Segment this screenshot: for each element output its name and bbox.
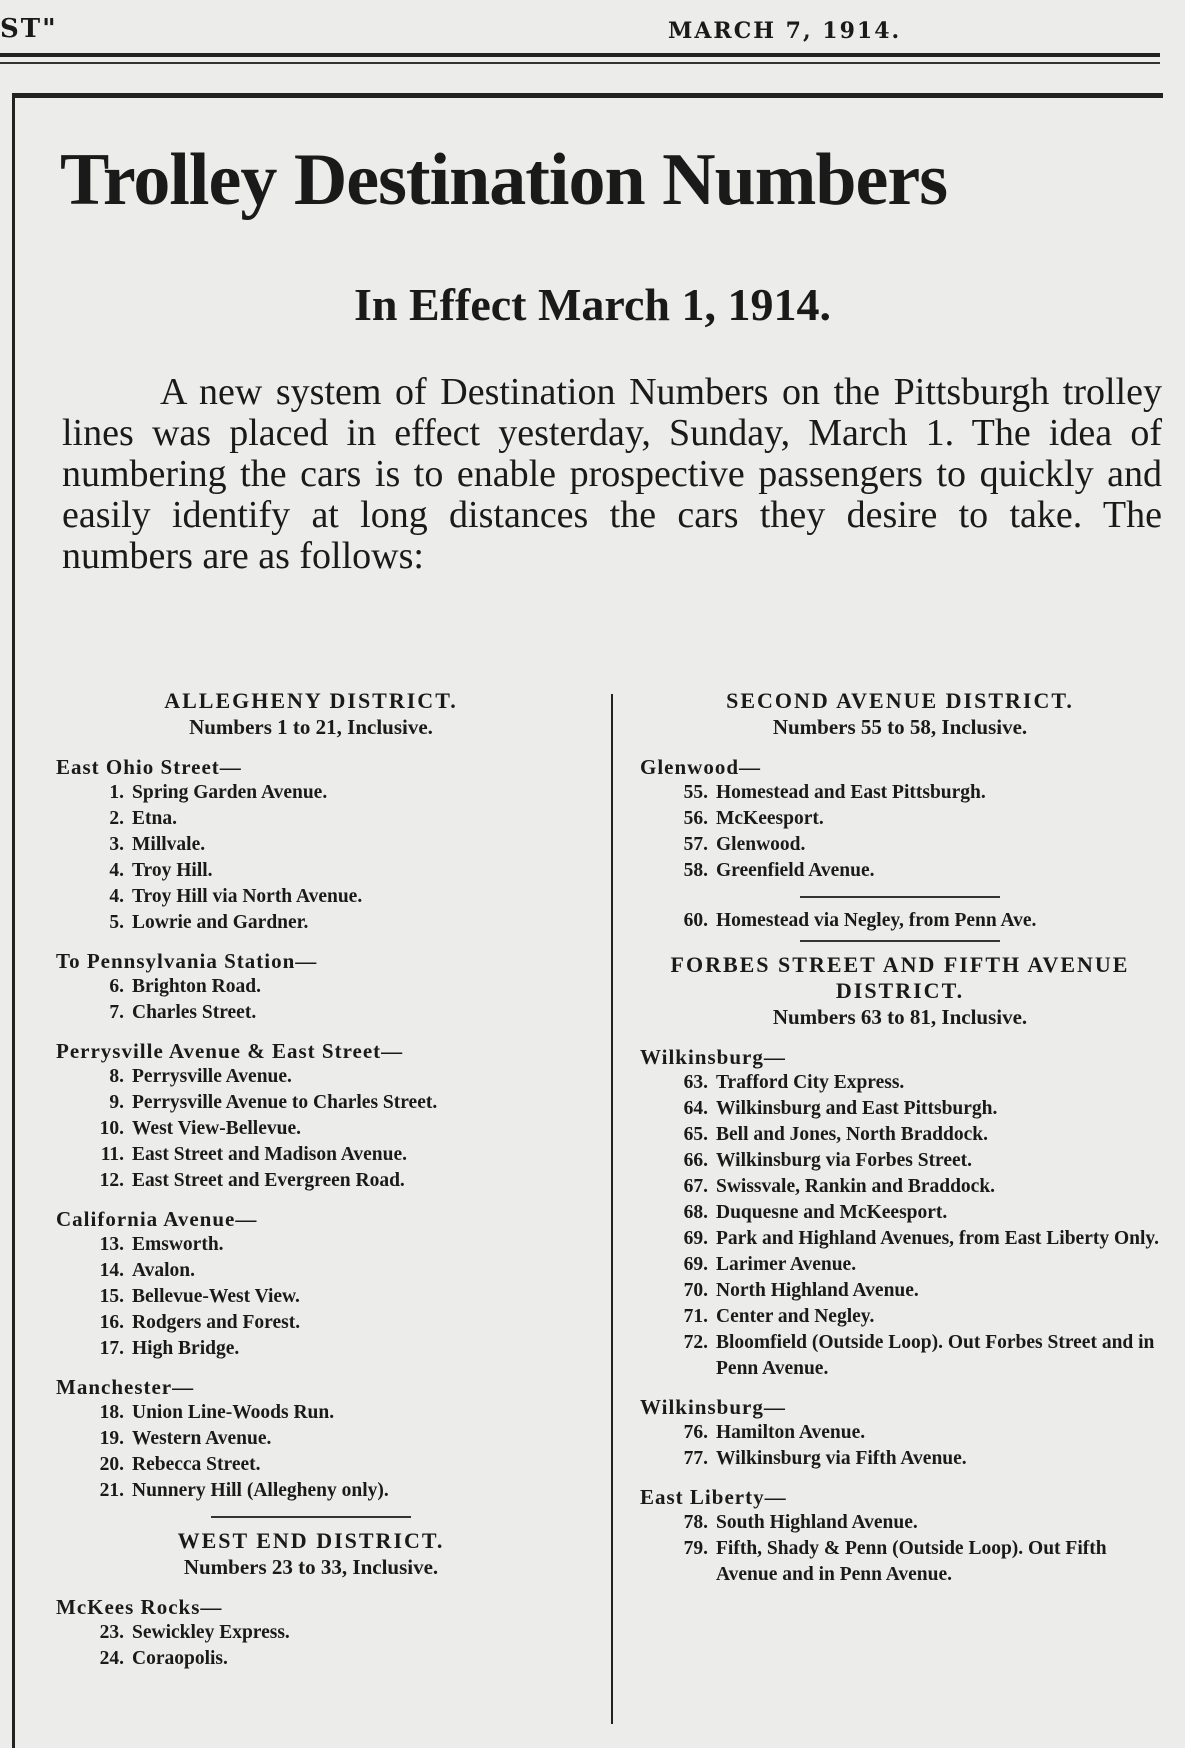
destination-number: 23. (99, 1622, 124, 1643)
destination-number: 1. (109, 782, 124, 803)
list-item (640, 1536, 1160, 1588)
destination-name: Perrysville Avenue. (132, 1066, 292, 1087)
destination-number: 9. (109, 1092, 124, 1113)
list-item (56, 780, 566, 806)
destination-name: Etna. (132, 808, 177, 829)
district-allegheny (56, 688, 566, 1504)
destination-name: Union Line-Woods Run. (132, 1402, 335, 1423)
section-rule (211, 1516, 411, 1518)
route-group (56, 1374, 566, 1504)
destination-number: 17. (99, 1338, 124, 1359)
destination-name: Western Avenue. (132, 1428, 272, 1449)
section-rule (800, 940, 1000, 942)
destination-name: Trafford City Express. (716, 1072, 905, 1093)
destination-number: 56. (683, 808, 708, 829)
article-subtitle: In Effect March 1, 1914. (354, 279, 831, 330)
list-item (56, 1646, 566, 1672)
destination-number: 14. (99, 1260, 124, 1281)
destination-name: Sewickley Express. (132, 1622, 290, 1643)
destination-number: 5. (109, 912, 124, 933)
destination-name: North Highland Avenue. (716, 1280, 919, 1301)
destination-name: Lowrie and Gardner. (132, 912, 309, 933)
destination-name: East Street and Evergreen Road. (132, 1170, 405, 1191)
destination-number: 57. (683, 834, 708, 855)
route-group (56, 948, 566, 1026)
destination-name: Spring Garden Avenue. (132, 782, 328, 803)
group-heading: Manchester— (56, 1375, 195, 1399)
list-item (640, 1070, 1160, 1096)
destination-number: 19. (99, 1428, 124, 1449)
list-item (640, 1510, 1160, 1536)
destination-name: Park and Highland Avenues, from East Liberty Only. (716, 1228, 1159, 1249)
list-item (56, 1336, 566, 1362)
destination-number: 21. (99, 1480, 124, 1501)
destination-name: Bloomfield (Outside Loop). Out Forbes Street and in Penn Avenue. (716, 1332, 1155, 1379)
group-heading: To Pennsylvania Station— (56, 949, 318, 973)
route-group (56, 754, 566, 936)
destination-name: Bell and Jones, North Braddock. (716, 1124, 988, 1145)
destination-number: 10. (99, 1118, 124, 1139)
route-group (640, 1394, 1160, 1472)
district-range: Numbers 55 to 58, Inclusive. (772, 715, 1028, 739)
list-item (56, 1168, 566, 1194)
district-heading: FORBES STREET AND FIFTH AVENUE DISTRICT. (670, 952, 1130, 1003)
list-item (640, 832, 1160, 858)
destination-number: 55. (683, 782, 708, 803)
destination-number: 24. (99, 1648, 124, 1669)
list-item (56, 1426, 566, 1452)
destination-name: McKeesport. (716, 808, 824, 829)
destination-number: 70. (683, 1280, 708, 1301)
list-item (56, 832, 566, 858)
route-group (640, 1484, 1160, 1588)
destination-number: 67. (683, 1176, 708, 1197)
masthead-date: MARCH 7, 1914. (668, 18, 902, 44)
destination-number: 3. (109, 834, 124, 855)
list-item (56, 1090, 566, 1116)
masthead-rule (0, 53, 1160, 57)
right-column (640, 688, 1160, 1600)
destination-name: Millvale. (132, 834, 206, 855)
list-item (640, 1420, 1160, 1446)
route-group (56, 1206, 566, 1362)
destination-name: Brighton Road. (132, 976, 261, 997)
destination-name: Coraopolis. (132, 1648, 228, 1669)
destination-name: Bellevue-West View. (132, 1286, 300, 1307)
destination-number: 16. (99, 1312, 124, 1333)
masthead-rule-thin (0, 62, 1160, 64)
district-west-end (56, 1528, 566, 1672)
list-item (640, 1148, 1160, 1174)
destination-name: Homestead and East Pittsburgh. (716, 782, 986, 803)
destination-name: Rodgers and Forest. (132, 1312, 301, 1333)
list-item (56, 974, 566, 1000)
district-heading: ALLEGHENY DISTRICT. (164, 688, 458, 713)
destination-number: 64. (683, 1098, 708, 1119)
district-second-avenue (640, 688, 1160, 934)
route-group (56, 1038, 566, 1194)
list-item (56, 884, 566, 910)
destination-name: Homestead via Negley, from Penn Ave. (716, 910, 1037, 931)
destination-name: High Bridge. (132, 1338, 240, 1359)
destination-number: 71. (683, 1306, 708, 1327)
destination-number: 15. (99, 1286, 124, 1307)
destination-number: 69. (683, 1228, 708, 1249)
list-item (56, 910, 566, 936)
district-range: Numbers 23 to 33, Inclusive. (183, 1555, 439, 1579)
district-forbes-fifth (640, 952, 1160, 1588)
destination-number: 4. (109, 886, 124, 907)
list-item (640, 1200, 1160, 1226)
destination-number: 66. (683, 1150, 708, 1171)
list-item (56, 1310, 566, 1336)
destination-name: Nunnery Hill (Allegheny only). (132, 1480, 389, 1501)
group-heading: East Ohio Street— (56, 755, 242, 779)
group-heading: McKees Rocks— (56, 1595, 223, 1619)
destination-name: Avalon. (132, 1260, 196, 1281)
destination-number: 6. (109, 976, 124, 997)
route-group (56, 1594, 566, 1672)
left-column (56, 688, 566, 1684)
list-item (640, 1096, 1160, 1122)
group-heading: East Liberty— (640, 1485, 787, 1509)
list-item (56, 1400, 566, 1426)
destination-number: 78. (683, 1512, 708, 1533)
list-item (56, 858, 566, 884)
destination-number: 69. (683, 1254, 708, 1275)
destination-number: 18. (99, 1402, 124, 1423)
group-heading: Perrysville Avenue & East Street— (56, 1039, 404, 1063)
destination-name: Duquesne and McKeesport. (716, 1202, 948, 1223)
list-item (640, 806, 1160, 832)
destination-name: Hamilton Avenue. (716, 1422, 866, 1443)
group-heading: Wilkinsburg— (640, 1045, 786, 1069)
destination-number: 11. (100, 1144, 124, 1165)
destination-number: 68. (683, 1202, 708, 1223)
district-range: Numbers 1 to 21, Inclusive. (189, 715, 433, 739)
list-item (56, 1478, 566, 1504)
destination-name: East Street and Madison Avenue. (132, 1144, 408, 1165)
section-rule (800, 896, 1000, 898)
destination-name: Wilkinsburg via Fifth Avenue. (716, 1448, 967, 1469)
list-item (640, 1122, 1160, 1148)
list-item (640, 1446, 1160, 1472)
list-item (640, 1174, 1160, 1200)
destination-name: Swissvale, Rankin and Braddock. (716, 1176, 996, 1197)
list-item (56, 1284, 566, 1310)
destination-number: 77. (683, 1448, 708, 1469)
district-range: Numbers 63 to 81, Inclusive. (772, 1005, 1028, 1029)
list-item (56, 1000, 566, 1026)
destination-name: Wilkinsburg via Forbes Street. (716, 1150, 973, 1171)
destination-name: Charles Street. (132, 1002, 257, 1023)
list-item (640, 1226, 1160, 1252)
route-group (640, 754, 1160, 884)
destination-name: Wilkinsburg and East Pittsburgh. (716, 1098, 998, 1119)
destination-name: Rebecca Street. (132, 1454, 261, 1475)
list-item (56, 1116, 566, 1142)
route-group (640, 1044, 1160, 1382)
list-item (640, 1278, 1160, 1304)
district-heading: WEST END DISTRICT. (177, 1528, 445, 1553)
destination-number: 7. (109, 1002, 124, 1023)
destination-name: Emsworth. (132, 1234, 224, 1255)
list-item (56, 1142, 566, 1168)
destination-number: 60. (683, 910, 708, 931)
destination-number: 63. (683, 1072, 708, 1093)
destination-number: 72. (683, 1332, 708, 1353)
group-heading: Glenwood— (640, 755, 762, 779)
group-heading: California Avenue— (56, 1207, 258, 1231)
destination-number: 20. (99, 1454, 124, 1475)
column-divider (611, 694, 613, 1724)
destination-name: Greenfield Avenue. (716, 860, 875, 881)
list-item (56, 1620, 566, 1646)
article-title: Trolley Destination Numbers (60, 139, 948, 221)
destination-name: South Highland Avenue. (716, 1512, 918, 1533)
list-item (640, 858, 1160, 884)
destination-number: 12. (99, 1170, 124, 1191)
district-heading: SECOND AVENUE DISTRICT. (726, 688, 1074, 713)
destination-number: 79. (683, 1538, 708, 1559)
list-item (640, 1252, 1160, 1278)
destination-number: 2. (109, 808, 124, 829)
destination-name: Larimer Avenue. (716, 1254, 857, 1275)
destination-name: Fifth, Shady & Penn (Outside Loop). Out Fifth Avenue and in Penn Avenue. (716, 1538, 1107, 1585)
destination-name: West View-Bellevue. (132, 1118, 301, 1139)
destination-number: 58. (683, 860, 708, 881)
list-item (640, 1304, 1160, 1330)
destination-name: Glenwood. (716, 834, 806, 855)
destination-number: 8. (109, 1066, 124, 1087)
list-item (56, 1064, 566, 1090)
list-item (56, 806, 566, 832)
masthead-fragment: ST" (0, 14, 58, 44)
destination-name: Troy Hill. (132, 860, 213, 881)
list-item (640, 780, 1160, 806)
list-item (640, 908, 1160, 934)
list-item (56, 1258, 566, 1284)
destination-name: Troy Hill via North Avenue. (132, 886, 363, 907)
destination-name: Perrysville Avenue to Charles Street. (132, 1092, 438, 1113)
destination-number: 65. (683, 1124, 708, 1145)
destination-number: 76. (683, 1422, 708, 1443)
destination-name: Center and Negley. (716, 1306, 875, 1327)
destination-number: 13. (99, 1234, 124, 1255)
list-item (56, 1452, 566, 1478)
destination-number: 4. (109, 860, 124, 881)
intro-paragraph: A new system of Destination Numbers on the Pittsburgh trolley lines was placed in effect yesterday, Sunday, March 1. The idea of numbering the cars is to enable prospective passengers to quickly and easily identify at long distances the cars they desire to take. The numbers are as follows: (62, 371, 1162, 577)
group-heading: Wilkinsburg— (640, 1395, 786, 1419)
list-item (640, 1330, 1160, 1382)
list-item (56, 1232, 566, 1258)
